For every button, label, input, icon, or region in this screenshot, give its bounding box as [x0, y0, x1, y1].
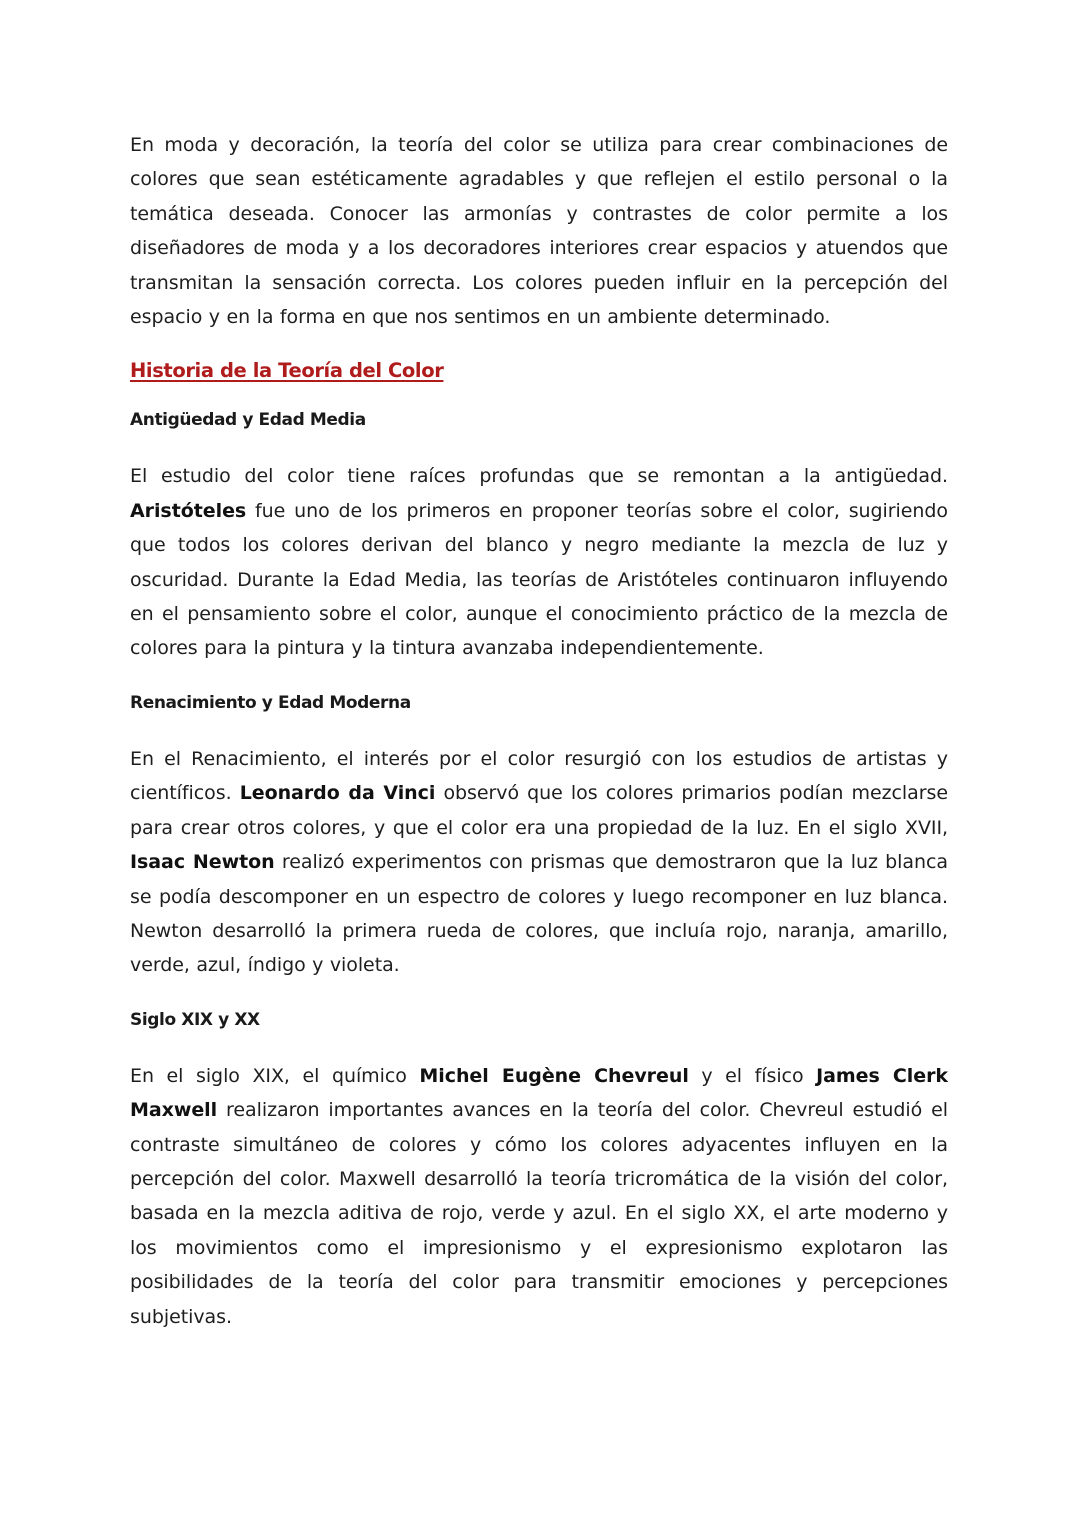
paragraph-antiquity [130, 459, 948, 665]
name-leonardo: Leonardo da Vinci [239, 782, 436, 805]
text-segment: El estudio del color tiene raíces profundas que se remontan a la antigüedad. [130, 465, 948, 488]
text-segment: En el Renacimiento, el interés por el color resurgió con los estudios de artistas y científicos. [130, 747, 948, 805]
text-segment: En el siglo XIX, el químico [130, 1064, 420, 1087]
paragraph-modern [130, 1059, 948, 1334]
name-aristotle: Aristóteles [130, 499, 247, 522]
text-segment: realizaron importantes avances en la teoría del color. Chevreul estudió el contraste simultáneo de colores y cómo los colores adyacentes influyen en la percepción del color. Maxwell desarrolló la teoría tricromática de la visión del color, basada en la mezcla aditiva de rojo, verde y azul. En el siglo XX, el arte moderno y los movimientos como el impresionismo y el expresionismo explotaron las posibilidades de la teoría del color para transmitir emociones y percepciones subjetivas. [130, 1099, 948, 1328]
section-title-history: Historia de la Teoría del Color [130, 359, 444, 383]
text-segment: fue uno de los primeros en proponer teorías sobre el color, sugiriendo que todos los colores derivan del blanco y negro mediante la mezcla de luz y oscuridad. Durante la Edad Media, las teorías de Aristóteles continuaron influyendo en el pensamiento sobre el color, aunque el conocimiento práctico de la mezcla de colores para la pintura y la tintura avanzaba independientemente. [130, 499, 948, 660]
subheading-antiquity: Antigüedad y Edad Media [130, 410, 366, 431]
name-newton: Isaac Newton [130, 851, 275, 874]
name-chevreul: Michel Eugène Chevreul [419, 1064, 689, 1087]
text-segment: realizó experimentos con prismas que demostraron que la luz blanca se podía descomponer en un espectro de colores y luego recomponer en luz blanca. Newton desarrolló la primera rueda de colores, que incluía rojo, naranja, amarillo, verde, azul, índigo y violeta. [130, 851, 948, 977]
document-page [130, 128, 948, 1334]
text-segment: observó que los colores primarios podían mezclarse para crear otros colores, y que el color era una propiedad de la luz. En el siglo XVII, [130, 782, 949, 839]
name-maxwell: James Clerk Maxwell [130, 1064, 948, 1122]
paragraph-renaissance [130, 742, 948, 983]
text-segment: y el físico [688, 1064, 817, 1087]
subheading-modern: Siglo XIX y XX [130, 1009, 260, 1030]
subheading-renaissance: Renacimiento y Edad Moderna [130, 692, 411, 713]
intro-paragraph: En moda y decoración, la teoría del color se utiliza para crear combinaciones de colores que sean estéticamente agradables y que reflejen el estilo personal o la temática deseada. Conocer las armonías y contrastes de color permite a los diseñadores de moda y a los decoradores interiores crear espacios y atuendos que transmitan la sensación correcta. Los colores pueden influir en la percepción del espacio y en la forma en que nos sentimos en un ambiente determinado. [130, 134, 948, 329]
